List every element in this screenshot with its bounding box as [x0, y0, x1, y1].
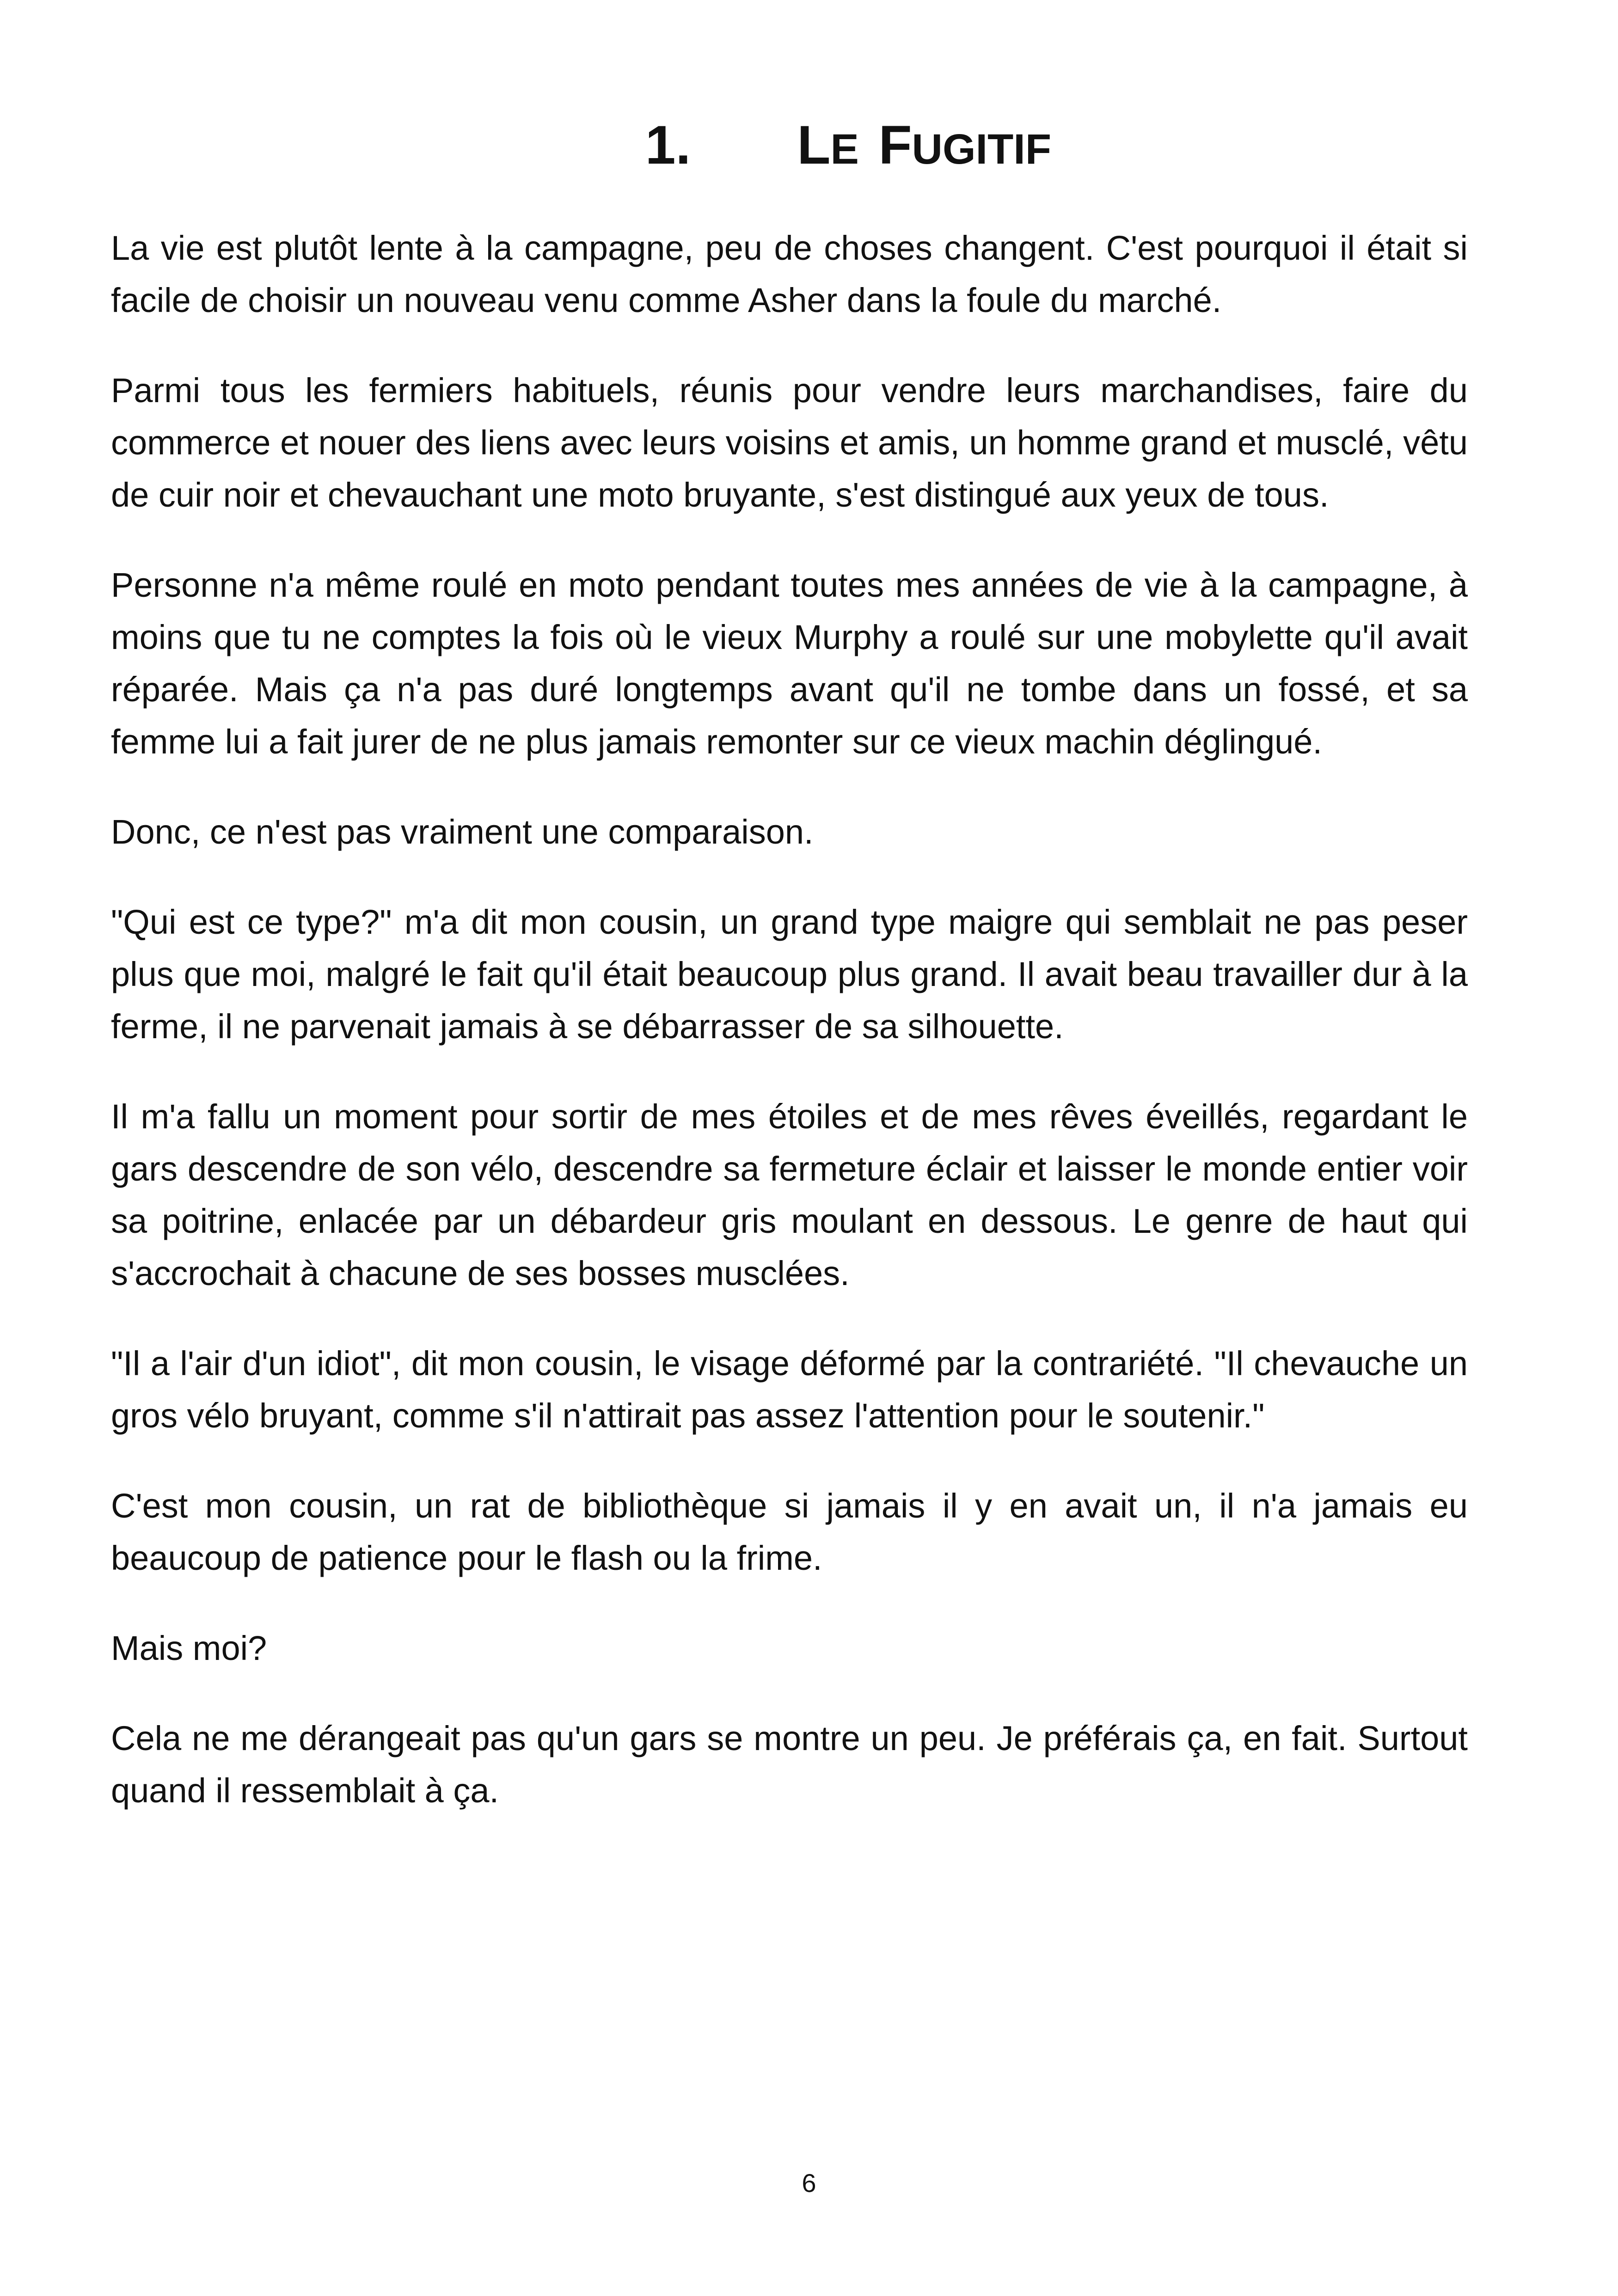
- paragraph: "Qui est ce type?" m'a dit mon cousin, un grand type maigre qui semblait ne pas peser plus que moi, malgré le fait qu'il était beaucoup plus grand. Il avait beau travailler dur à la ferme, il ne parvenait jamais à se débarrasser de sa silhouette.: [111, 903, 1468, 1046]
- paragraph: Il m'a fallu un moment pour sortir de mes étoiles et de mes rêves éveillés, regardant le gars descendre de son vélo, descendre sa fermeture éclair et laisser le monde entier voir sa poitrine, enlacée par un débardeur gris moulant en dessous. Le genre de haut qui s'accrochait à chacune de ses bosses musclées.: [111, 1097, 1468, 1292]
- paragraph: C'est mon cousin, un rat de bibliothèque si jamais il y en avait un, il n'a jamais eu beaucoup de patience pour le flash ou la frime.: [111, 1487, 1468, 1577]
- chapter-body: [111, 222, 1468, 1855]
- chapter-title-initial: F: [878, 115, 912, 176]
- paragraph: Parmi tous les fermiers habituels, réunis pour vendre leurs marchandises, faire du commerce et nouer des liens avec leurs voisins et amis, un homme grand et musclé, vêtu de cuir noir et chevauchant une moto bruyante, s'est distingué aux yeux de tous.: [111, 371, 1468, 514]
- chapter-title-smallcaps: UGITIF: [912, 126, 1052, 173]
- paragraph: Donc, ce n'est pas vraiment une comparaison.: [111, 813, 814, 851]
- chapter-title-smallcaps: E: [830, 126, 859, 173]
- chapter-title-initial: L: [797, 115, 831, 176]
- paragraph: "Il a l'air d'un idiot", dit mon cousin, le visage déformé par la contrariété. "Il chevauche un gros vélo bruyant, comme s'il n'attirait pas assez l'attention pour le soutenir.": [111, 1344, 1468, 1435]
- paragraph: Mais moi?: [111, 1629, 267, 1667]
- paragraph: La vie est plutôt lente à la campagne, peu de choses changent. C'est pourquoi il était si facile de choisir un nouveau venu comme Asher dans la foule du marché.: [111, 229, 1468, 319]
- paragraph: Personne n'a même roulé en moto pendant toutes mes années de vie à la campagne, à moins que tu ne comptes la fois où le vieux Murphy a roulé sur une mobylette qu'il avait réparée. Mais ça n'a pas duré longtemps avant qu'il ne tombe dans un fossé, et sa femme lui a fait jurer de ne plus jamais remonter sur ce vieux machin déglingué.: [111, 566, 1468, 761]
- chapter-title: [797, 115, 1052, 176]
- paragraph: Cela ne me dérangeait pas qu'un gars se montre un peu. Je préférais ça, en fait. Surtout quand il ressemblait à ça.: [111, 1719, 1468, 1810]
- page-number: 6: [802, 2168, 816, 2198]
- chapter-number: 1.: [645, 115, 691, 176]
- chapter-heading: [0, 115, 1618, 176]
